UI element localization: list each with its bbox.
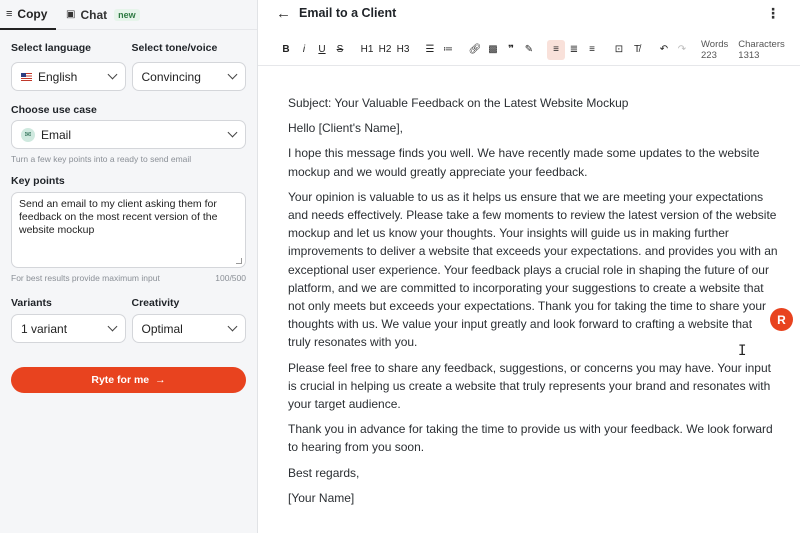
character-count [738, 39, 784, 61]
words-value: 223 [701, 49, 717, 61]
use-case-value: Email [41, 127, 72, 142]
align-right-icon[interactable]: ≡ [589, 44, 595, 55]
align-center-icon[interactable]: ≣ [569, 44, 579, 55]
characters-label: Characters [738, 38, 785, 50]
paragraph: Hello [Client's Name], [288, 121, 403, 136]
tab-chat[interactable] [60, 0, 146, 30]
editor-panel [258, 0, 800, 533]
language-value: English [38, 69, 78, 84]
chevron-down-icon [228, 70, 238, 80]
h1-button[interactable]: H1 [360, 44, 374, 55]
tone-select[interactable] [132, 62, 247, 91]
image-icon[interactable]: ▩ [488, 44, 498, 55]
arrow-right-icon: → [155, 374, 166, 386]
language-select[interactable] [11, 62, 126, 91]
key-points-hint: For best results provide maximum input [11, 273, 160, 283]
paragraph: Thank you in advance for taking the time to provide us with your feedback. We look forward to hearing from you soon. [288, 422, 773, 455]
new-badge: new [114, 9, 140, 21]
text-cursor-icon: I [738, 343, 747, 359]
paragraph: Your opinion is valuable to us as it helps us ensure that we are meeting your expectations and needs effectively. Please take a few moments to review the latest version of the website mockup and let us know your thoughts. Your insights will guide us in making further improvements to deliver a website that exceeds your expectations. and provides you with an exceptional user experience. Your feedback plays a crucial role in shaping the future of our platform, and we are committed to incorporating your suggestions to create a website that not only meets but exceeds your expectations. Thank you for taking the time to share your thoughts with us. We value your input greatly and look forward to crafting a website that truly resonates with you. [288, 189, 778, 350]
paragraph: [Your Name] [288, 490, 355, 505]
chevron-down-icon [228, 322, 238, 332]
key-points-label: Key points [11, 175, 65, 187]
use-case-select[interactable] [11, 120, 246, 149]
more-options-icon[interactable]: ⋮ [766, 5, 780, 21]
tab-copy-label: Copy [17, 6, 48, 21]
align-left-icon[interactable]: ≡ [547, 40, 565, 60]
creativity-label: Creativity [131, 297, 180, 309]
variants-select[interactable] [11, 314, 126, 343]
paragraph: Please feel free to share any feedback, suggestions, or concerns you may have. Your input is crucial in helping us create a website that truly represents your brand and resonates with your target audience. [288, 360, 771, 412]
bullet-list-icon[interactable]: ☰ [425, 44, 435, 55]
redo-icon[interactable]: ↷ [677, 44, 687, 55]
ryte-for-me-button[interactable] [11, 367, 246, 393]
language-label: Select language [11, 42, 91, 54]
use-case-hint: Turn a few key points into a ready to send email [11, 154, 192, 164]
back-arrow-icon[interactable]: ← [276, 4, 291, 22]
creativity-value: Optimal [141, 321, 183, 336]
word-count [701, 39, 728, 61]
h3-button[interactable]: H3 [396, 44, 410, 55]
strikethrough-button[interactable]: S [336, 44, 344, 55]
paragraph: Best regards, [288, 465, 360, 480]
underline-button[interactable]: U [318, 44, 326, 55]
italic-button[interactable]: i [302, 44, 306, 55]
chevron-down-icon [107, 70, 117, 80]
tab-chat-label: Chat [80, 7, 108, 22]
clear-format-icon[interactable]: T̸ [633, 44, 641, 55]
quote-button[interactable]: ❞ [508, 44, 514, 55]
chevron-down-icon [228, 128, 238, 138]
document-body[interactable] [288, 94, 778, 514]
tab-copy[interactable] [0, 0, 56, 30]
key-points-input[interactable] [11, 192, 246, 268]
menu-icon: ≡ [6, 7, 13, 20]
h2-button[interactable]: H2 [378, 44, 392, 55]
variants-value: 1 variant [21, 321, 68, 336]
numbered-list-icon[interactable]: ≔ [443, 44, 453, 55]
document-title: Email to a Client [299, 6, 397, 20]
sidebar [0, 0, 258, 533]
resize-handle[interactable] [236, 258, 242, 264]
rytr-assistant-button[interactable]: R [770, 308, 793, 331]
paragraph: I hope this message finds you well. We have recently made some updates to the website mockup and we would greatly appreciate your feedback. [288, 146, 760, 179]
paragraph: Subject: Your Valuable Feedback on the Latest Website Mockup [288, 96, 629, 110]
editor-header [258, 0, 800, 26]
characters-value: 1313 [738, 49, 760, 61]
chat-icon: ▣ [66, 9, 76, 20]
key-points-value: Send an email to my client asking them for feedback on the most recent version of the website mockup [19, 198, 218, 236]
ryte-button-label: Ryte for me [91, 374, 150, 386]
creativity-select[interactable] [132, 314, 247, 343]
variants-label: Variants [11, 297, 52, 309]
formatting-toolbar [258, 34, 800, 66]
link-icon[interactable]: 🔗︎ [468, 44, 482, 55]
sidebar-tabs [0, 0, 257, 30]
words-label: Words [701, 38, 729, 50]
chevron-down-icon [107, 322, 117, 332]
embed-icon[interactable]: ⊡ [614, 44, 624, 55]
us-flag-icon [21, 73, 32, 81]
bold-button[interactable]: B [282, 44, 290, 55]
tone-value: Convincing [141, 69, 201, 84]
tone-label: Select tone/voice [131, 42, 218, 54]
undo-icon[interactable]: ↶ [659, 44, 669, 55]
key-points-counter: 100/500 [215, 273, 246, 283]
email-icon: ✉ [21, 128, 35, 142]
highlight-pen-icon[interactable]: ✎ [524, 44, 534, 55]
use-case-label: Choose use case [11, 104, 97, 116]
